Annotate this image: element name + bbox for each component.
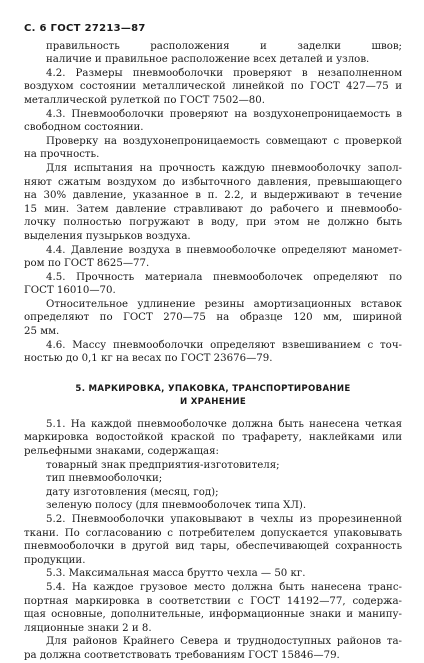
text-line: 15 мин. Затем давление стравливают до рабочего и пневмообо- (24, 203, 402, 215)
text-line: выделения пузырьков воздуха. (24, 230, 191, 242)
text-line: Проверку на воздухонепроницаемость совмещают с проверкой (46, 135, 402, 147)
body-text-top (24, 40, 402, 366)
text-line: 4.2. Размеры пневмооболочки проверяют в незаполненном (46, 67, 402, 79)
text-line: 5.1. На каждой пневмооболочке должна быть нанесена четкая (46, 418, 402, 430)
text-line: 4.4. Давление воздуха в пневмооболочке определяют маномет- (46, 244, 402, 256)
section-title-line2: И ХРАНЕНИЕ (179, 396, 247, 407)
text-line: ра должна соответствовать требованиям ГОСТ 15846—79. (24, 649, 340, 661)
text-line: щая основные, дополнительные, информационные знаки и манипу- (24, 609, 402, 621)
text-line: определяют по ГОСТ 270—75 на образце 120 мм, шириной (24, 312, 402, 324)
body-text-bottom (24, 418, 402, 663)
text-line: ностью до 0,1 кг на весах по ГОСТ 23676—79. (24, 353, 273, 365)
text-line: лочку полностью погружают в воду, при этом не должно быть (24, 217, 402, 229)
text-line: Относительное удлинение резины амортизационных вставок (46, 298, 402, 310)
text-line: портная маркировка в соответствии с ГОСТ 14192—77, содержа- (24, 595, 402, 607)
text-line: 5.4. На каждое грузовое место должна быть нанесена транс- (46, 581, 402, 593)
text-line: воздухом состоянии металлической линейкой по ГОСТ 427—75 и (24, 81, 402, 93)
page-header: С. 6 ГОСТ 27213—87 (24, 23, 146, 34)
text-line: на 30% давление, указанное в п. 2.2, и выдерживают в течение (24, 190, 402, 202)
text-line: ГОСТ 16010—70. (24, 285, 116, 297)
text-line: товарный знак предприятия-изготовителя; (46, 459, 280, 471)
text-line: 5.2. Пневмооболочки упаковывают в чехлы из прорезиненной (46, 514, 402, 525)
text-line: 4.5. Прочность материала пневмооболочек определяют по (46, 271, 402, 283)
text-line: наличие и правильное расположение всех деталей и узлов. (46, 54, 370, 66)
text-line: на прочность. (24, 149, 100, 161)
text-line: правильность расположения и заделки швов; (46, 40, 402, 52)
text-line: дату изготовления (месяц, год); (46, 486, 219, 498)
text-line: 5.3. Максимальная масса брутто чехла — 50 кг. (46, 568, 306, 580)
text-line: продукции. (24, 554, 86, 566)
text-line: 4.6. Массу пневмооболочки определяют взвешиванием с точ- (46, 339, 402, 351)
text-line: Для испытания на прочность каждую пневмооболочку запол- (46, 162, 402, 174)
text-line: ткани. По согласованию с потребителем допускается упаковывать (24, 527, 402, 539)
text-line: ром по ГОСТ 8625—77. (24, 258, 150, 270)
text-line: пневмооболочки в другой вид тары, обеспечивающей сохранность (24, 541, 402, 553)
text-line: Для районов Крайнего Севера и труднодоступных районов та- (46, 636, 402, 648)
text-line: тип пневмооболочки; (46, 473, 163, 485)
text-line: зеленую полосу (для пневмооболочек типа ХЛ). (46, 500, 307, 512)
text-line: свободном состоянии. (24, 122, 144, 134)
text-line: маркировка водостойкой краской по трафарету, наклейками или (24, 432, 402, 444)
text-line: 4.3. Пневмооболочки проверяют на воздухонепроницаемость в (46, 108, 402, 120)
text-line: 25 мм. (24, 326, 60, 338)
text-line: ляционные знаки 2 и 8. (24, 622, 152, 634)
text-line: металлической рулеткой по ГОСТ 7502—80. (24, 94, 265, 106)
text-line: рельефными знаками, содержащая: (24, 446, 219, 458)
section-heading (24, 383, 402, 409)
text-line: няют сжатым воздухом до избыточного давления, превышающего (24, 176, 402, 188)
section-title-line1: 5. МАРКИРОВКА, УПАКОВКА, ТРАНСПОРТИРОВАНИЕ (75, 383, 351, 394)
